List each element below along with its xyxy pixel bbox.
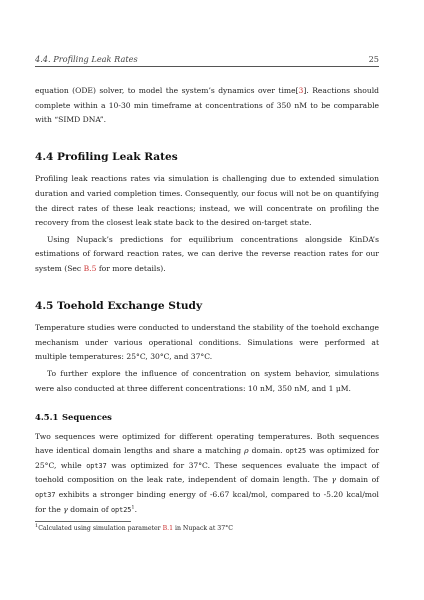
section-heading: 4.5 Toehold Exchange Study — [35, 299, 203, 312]
header-rule — [35, 66, 379, 67]
running-header — [35, 54, 379, 64]
code-term: opt25 — [285, 447, 307, 456]
section-heading: 4.4 Profiling Leak Rates — [35, 150, 178, 163]
citation-link[interactable]: 3 — [298, 86, 304, 95]
paragraph: Temperature studies were conducted to understand the stability of the toehold exchange mechanism under various operational conditions. Simulations were performed at multiple temperatures: 25°C, 30°C, and 37°C. — [35, 323, 379, 362]
code-term: opt37 — [86, 461, 107, 470]
body-text — [35, 84, 379, 533]
paragraph: Using Nupack’s predictions for equilibrium concentrations alongside KinDA’s estimations of forward reaction rates, we can derive the reverse reaction rates for our system (Sec B.5 for more details). — [35, 234, 379, 273]
paragraph: Profiling leak reactions rates via simulation is challenging due to extended simulation duration and varied completion times. Consequently, our focus will not be on quantifying the direct rates of these leak reactions; instead, we will concentrate on profiling the recovery from the closest leak state back to the desired on-target state. — [35, 174, 379, 228]
footnote-rule — [35, 521, 131, 522]
paragraph: To further explore the influence of concentration on system behavior, simulations were also conducted at three different concentrations: 10 nM, 350 nM, and 1 μM. — [35, 368, 379, 393]
subsection-heading: 4.5.1 Sequences — [35, 412, 112, 423]
paragraph: Two sequences were optimized for different operating temperatures. Both sequences have identical domain lengths and share a matching ρ domain. opt25 was optimized for 25°C, while opt37 was optimized for 37°C. These sequences evaluate the impact of toehold composition on the leak rate, independent of domain length. The γ domain of opt37 exhibits a stronger binding energy of -6.67 kcal/mol, compared to -5.20 kcal/mol for the γ domain of $opt25^1$. — [35, 431, 379, 514]
header-section-title: 4.4. Profiling Leak Rates — [35, 54, 138, 64]
page-number: 25 — [368, 54, 379, 64]
code-term: opt25 — [110, 505, 132, 514]
footnote-marker[interactable]: 1 — [131, 504, 135, 511]
parameter-link[interactable]: B.1 — [162, 525, 174, 533]
section-link[interactable]: B.5 — [83, 263, 97, 273]
code-term: opt37 — [35, 491, 56, 500]
intro-paragraph: equation (ODE) solver, to model the system’s dynamics over time[3]. Reactions should complete within a 10-30 min timeframe at concentrations of 350 nM to be comparable with “SIMD DNA”. — [35, 86, 380, 125]
footnote: $^1$Calculated using simulation parameter B.1 in Nupack at 37°C — [35, 523, 233, 533]
